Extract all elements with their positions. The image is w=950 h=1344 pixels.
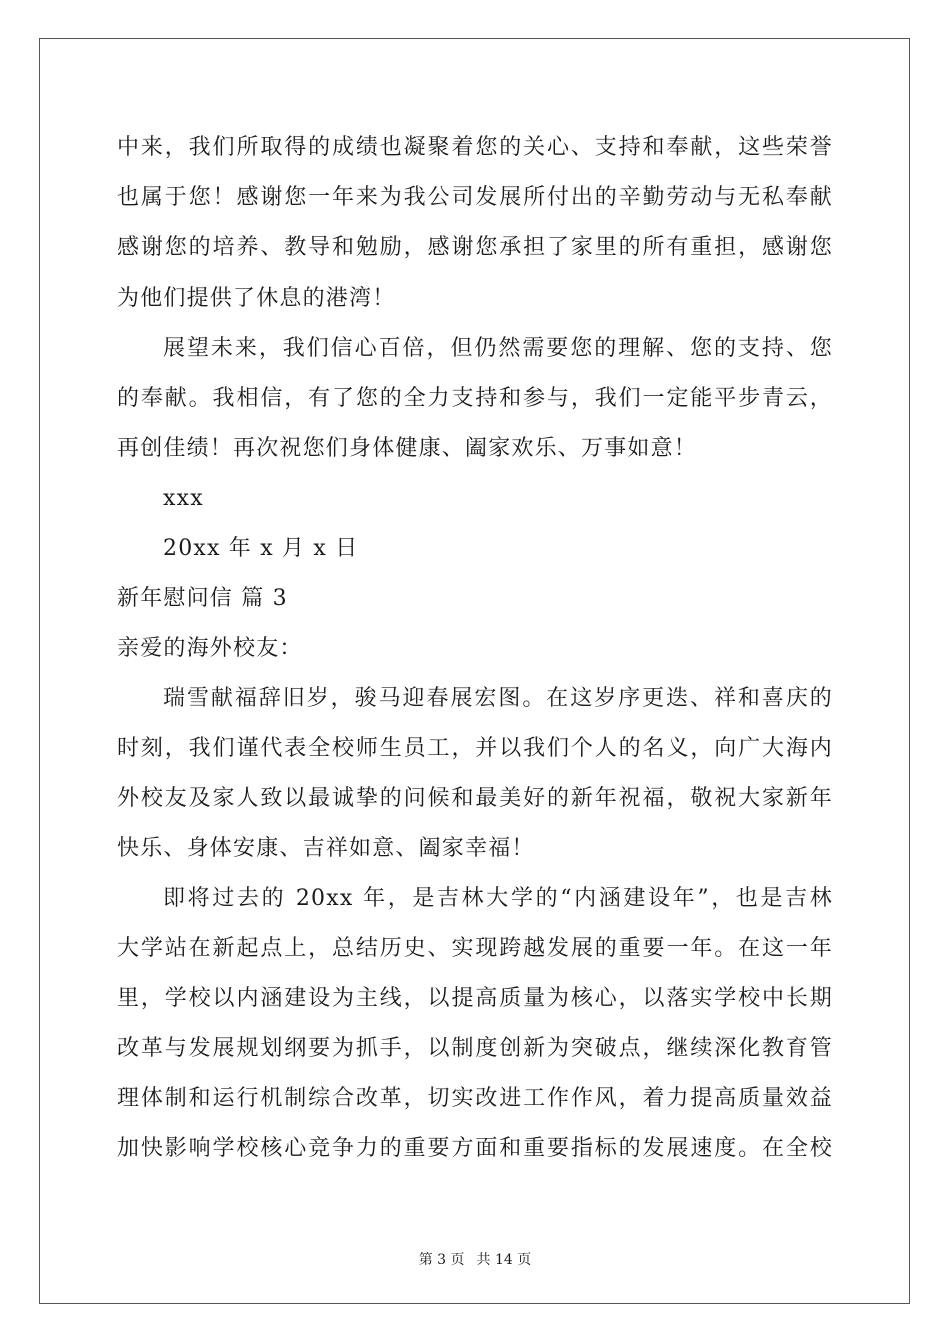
date-line: 20xx 年 x 月 x 日	[163, 536, 359, 561]
signature: xxx	[163, 486, 204, 511]
section-title: 新年慰问信 篇 3	[117, 586, 288, 611]
body-line: 也属于您！感谢您一年来为我公司发展所付出的辛勤劳动与无私奉献	[117, 185, 833, 210]
body-line: 即将过去的 20xx 年，是吉林大学的“内涵建设年”，也是吉林	[163, 886, 833, 911]
body-line: 快乐、身体安康、吉祥如意、阖家幸福！	[117, 836, 535, 861]
body-line: 加快影响学校核心竞争力的重要方面和重要指标的发展速度。在全校	[117, 1136, 833, 1161]
page-frame	[39, 38, 910, 1304]
body-line: 瑞雪献福辞旧岁，骏马迎春展宏图。在这岁序更迭、祥和喜庆的	[163, 686, 833, 711]
body-line: 外校友及家人致以最诚挚的问候和最美好的新年祝福，敬祝大家新年	[117, 786, 833, 811]
body-line: 改革与发展规划纲要为抓手，以制度创新为突破点，继续深化教育管	[117, 1036, 833, 1061]
body-line: 感谢您的培养、教导和勉励，感谢您承担了家里的所有重担，感谢您	[117, 235, 833, 260]
body-line: 再创佳绩！再次祝您们身体健康、阖家欢乐、万事如意！	[117, 436, 698, 461]
page-footer	[0, 1250, 950, 1270]
body-line: 的奉献。我相信，有了您的全力支持和参与，我们一定能平步青云，	[117, 386, 833, 411]
salutation: 亲爱的海外校友：	[117, 636, 303, 661]
body-line: 中来，我们所取得的成绩也凝聚着您的关心、支持和奉献，这些荣誉	[117, 135, 833, 160]
page-total: 共 14 页	[476, 1252, 532, 1268]
body-line: 展望未来，我们信心百倍，但仍然需要您的理解、您的支持、您	[163, 336, 833, 361]
body-line: 里，学校以内涵建设为主线，以提高质量为核心，以落实学校中长期	[117, 986, 833, 1011]
body-line: 理体制和运行机制综合改革，切实改进工作作风，着力提高质量效益	[117, 1086, 833, 1111]
body-line: 时刻，我们谨代表全校师生员工，并以我们个人的名义，向广大海内	[117, 736, 833, 761]
body-line: 大学站在新起点上，总结历史、实现跨越发展的重要一年。在这一年	[117, 936, 833, 961]
body-line: 为他们提供了休息的港湾！	[117, 286, 396, 311]
page-number: 第 3 页	[418, 1252, 465, 1268]
